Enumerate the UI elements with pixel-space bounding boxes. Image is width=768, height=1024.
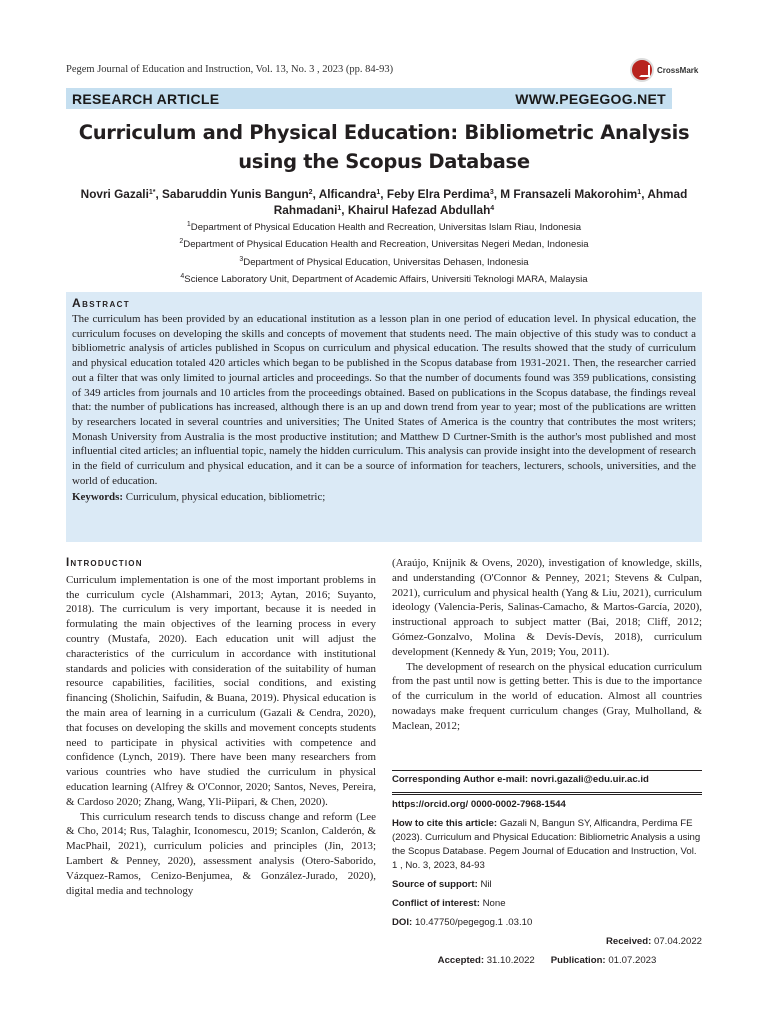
crossmark-badge[interactable] [630, 58, 698, 82]
doi-line[interactable]: DOI: 10.47750/pegegog.1 .03.10 [392, 917, 533, 928]
keywords-label: Keywords: [72, 491, 124, 504]
divider [392, 792, 702, 795]
conflict-of-interest: Conflict of interest: None [392, 898, 506, 909]
body-paragraph: This curriculum research tends to discuss change and reform (Lee & Cho, 2014; Rus, Talaghir, Iconomescu, 2019; Scanlon, Calderón, & MacPhail, 2021), curriculum policies and principles (Jin, 2013; Lambert & Penney, 2020), assessment analysis (Otero-Saborido, Vázquez-Ramos, Cenizo-Benjumea, & González-Jurado, 2020), digital media and technology [66, 810, 376, 897]
affiliation-list [66, 219, 702, 289]
author-name: Alficandra [318, 187, 377, 201]
article-banner [66, 88, 672, 109]
keywords-line [72, 490, 696, 505]
correspondence-box [392, 770, 702, 973]
affiliation-item: $^2$Department of Physical Education Health and Recreation, Universitas Negeri Medan, Indonesia [179, 238, 589, 251]
affiliation-item: $^1$Department of Physical Education Health and Recreation, Universitas Islam Riau, Indonesia [186, 221, 582, 233]
crossmark-label: CrossMark [657, 65, 699, 75]
accepted-date: Accepted: 31.10.2022 [437, 955, 535, 966]
author-name: M Fransazeli Makorohim [500, 187, 638, 201]
abstract-text: The curriculum has been provided by an educational institution as a lesson plan in one period of education level. In physical education, the curriculum focuses on developing the skills and concepts of movement that students need. The main objective of this study was to conduct a bibliometric analysis of articles published in Scopus on curriculum and physical education. The results showed that the study of curriculum and physical education totaled 420 articles which began to be published in the Scopus database from 1931-2021. Then, the researcher carried out a filter that was only limited to journal articles and proceedings. So that the number of documents found was 359 publications, consisting of 349 articles from journals and 10 articles from the proceedings obtained. Based on publications in the Scopus database, the findings reveal that: the number of publications has increased, although there is an up and down trend from year to year; most of the publications are written by researchers located in several countries and universities; The United States of America is the country that contributes the most writers; Monash University from Australia is the most productive institution; and Matthew D Curtner-Smith is the author's most published and most influential cited articles; an influential topic, namely the hidden curriculum. This analysis can provide insight into the development of research in the field of curriculum and physical education, and it can be a source of information for teachers, lecturers, schools, universities, and the world of education. [72, 313, 696, 487]
affiliation-item: $^3$Department of Physical Education, Universitas Dehasen, Indonesia [239, 255, 529, 268]
body-paragraph: Curriculum implementation is one of the most important problems in the curriculum cycle (Alshammari, 2013; Aytan, 2016; Suyanto, 2018). The curriculum is very important, because it is needed in formulating the main objectives of the learning process in every country (Mustafa, 2020). Each education unit will adjust the characteristics of the curriculum in accordance with institutional standards and policies with consideration of the suitability of human resource capabilities, facilities, social conditions, and existing financing (Sholichin, Saifudin, & Buana, 2019). Physical education is the main area of learning in a curriculum (Gazali & Cendra, 2020), that focuses on developing the skills and movement concepts students need to participate in physical activities with competence and confidence (Lynch, 2019). There have been many researchers from various countries who have studied the curriculum in physical education learning (Alfrey & O'Connor, 2020; Santos, Neves, Pereira, & Cardoso 2020; Zhang, Wang, Yli-Piipari, & Chen, 2020). [66, 573, 376, 808]
author-name: Feby Elra Perdima [386, 187, 490, 201]
body-column-right [392, 556, 702, 734]
article-type: RESEARCH ARTICLE [72, 90, 220, 107]
author-name: Sabaruddin Yunis Bangun [162, 187, 309, 201]
author-name: Novri Gazali [80, 187, 149, 201]
accepted-publication-dates [392, 954, 702, 968]
source-of-support: Source of support: Nil [392, 879, 492, 890]
journal-website-link[interactable]: WWW.PEGEGOG.NET [515, 90, 666, 107]
publication-date: Publication: 01.07.2023 [550, 955, 657, 966]
crossmark-icon [630, 58, 654, 82]
received-date: Received: 07.04.2022 [605, 936, 702, 947]
abstract-box [66, 292, 702, 542]
how-to-cite: How to cite this article: Gazali N, Bangun SY, Alficandra, Perdima FE (2023). Curriculum and Physical Education: Bibliometric Analysis a using the Scopus Database. Pegem Journal of Education and Instruction, Vol. 1 , No. 3, 2023, 84-93 [392, 818, 701, 871]
author-name: Khairul Hafezad Abdullah [347, 203, 491, 217]
body-paragraph: (Araújo, Knijnik & Ovens, 2020), investigation of knowledge, skills, and understanding (O'Connor & Penney, 2021; Stevens & Culpan, 2021), curriculum and physical health (Yang & Liu, 2021), curriculum ideology (Valencia-Peris, Salinas-Camacho, & Martos-García, 2020), instructional approach to subject matter (Bai, 2018; Cliff, 2012; Gómez-Gonzalvo, Molina & Devís-Devís, 2018), curriculum development (Kennedy & Yun, 2019; You, 2011). [392, 557, 702, 658]
author-list: Novri Gazali$^{1*}$, Sabaruddin Yunis Bangun$^2$, Alficandra$^1$, Feby Elra Perdima$^3$, M Fransazeli Makorohim$^1$, Ahmad Rahmadani$^1$, Khairul Hafezad Abdullah$^4$ [80, 187, 688, 217]
orcid-link[interactable]: https://orcid.org/ 0000-0002-7968-1544 [392, 799, 566, 810]
body-column-left [66, 556, 376, 898]
body-paragraph: The development of research on the physical education curriculum from the past until now is getting better. This is due to the importance of the curriculum in the world of education. Almost all countries nowadays make frequent curriculum changes (Gray, Mulholland, & Maclean, 2012; [392, 660, 702, 732]
journal-citation-line: Pegem Journal of Education and Instruction, Vol. 13, No. 3 , 2023 (pp. 84-93) [66, 64, 394, 75]
corresponding-author-email[interactable]: Corresponding Author e-mail: novri.gazali@edu.uir.ac.id [392, 774, 649, 785]
affiliation-item: $^4$Science Laboratory Unit, Department of Academic Affairs, Universiti Teknologi MARA, Malaysia [180, 273, 588, 286]
abstract-heading: Abstract [72, 296, 131, 310]
paper-title: Curriculum and Physical Education: Bibliometric Analysis using the Scopus Database [78, 121, 690, 173]
author-name: Ahmad Rahmadani [273, 187, 688, 217]
keywords-value: Curriculum, physical education, bibliometric; [125, 491, 326, 504]
introduction-heading: Introduction [66, 557, 143, 569]
